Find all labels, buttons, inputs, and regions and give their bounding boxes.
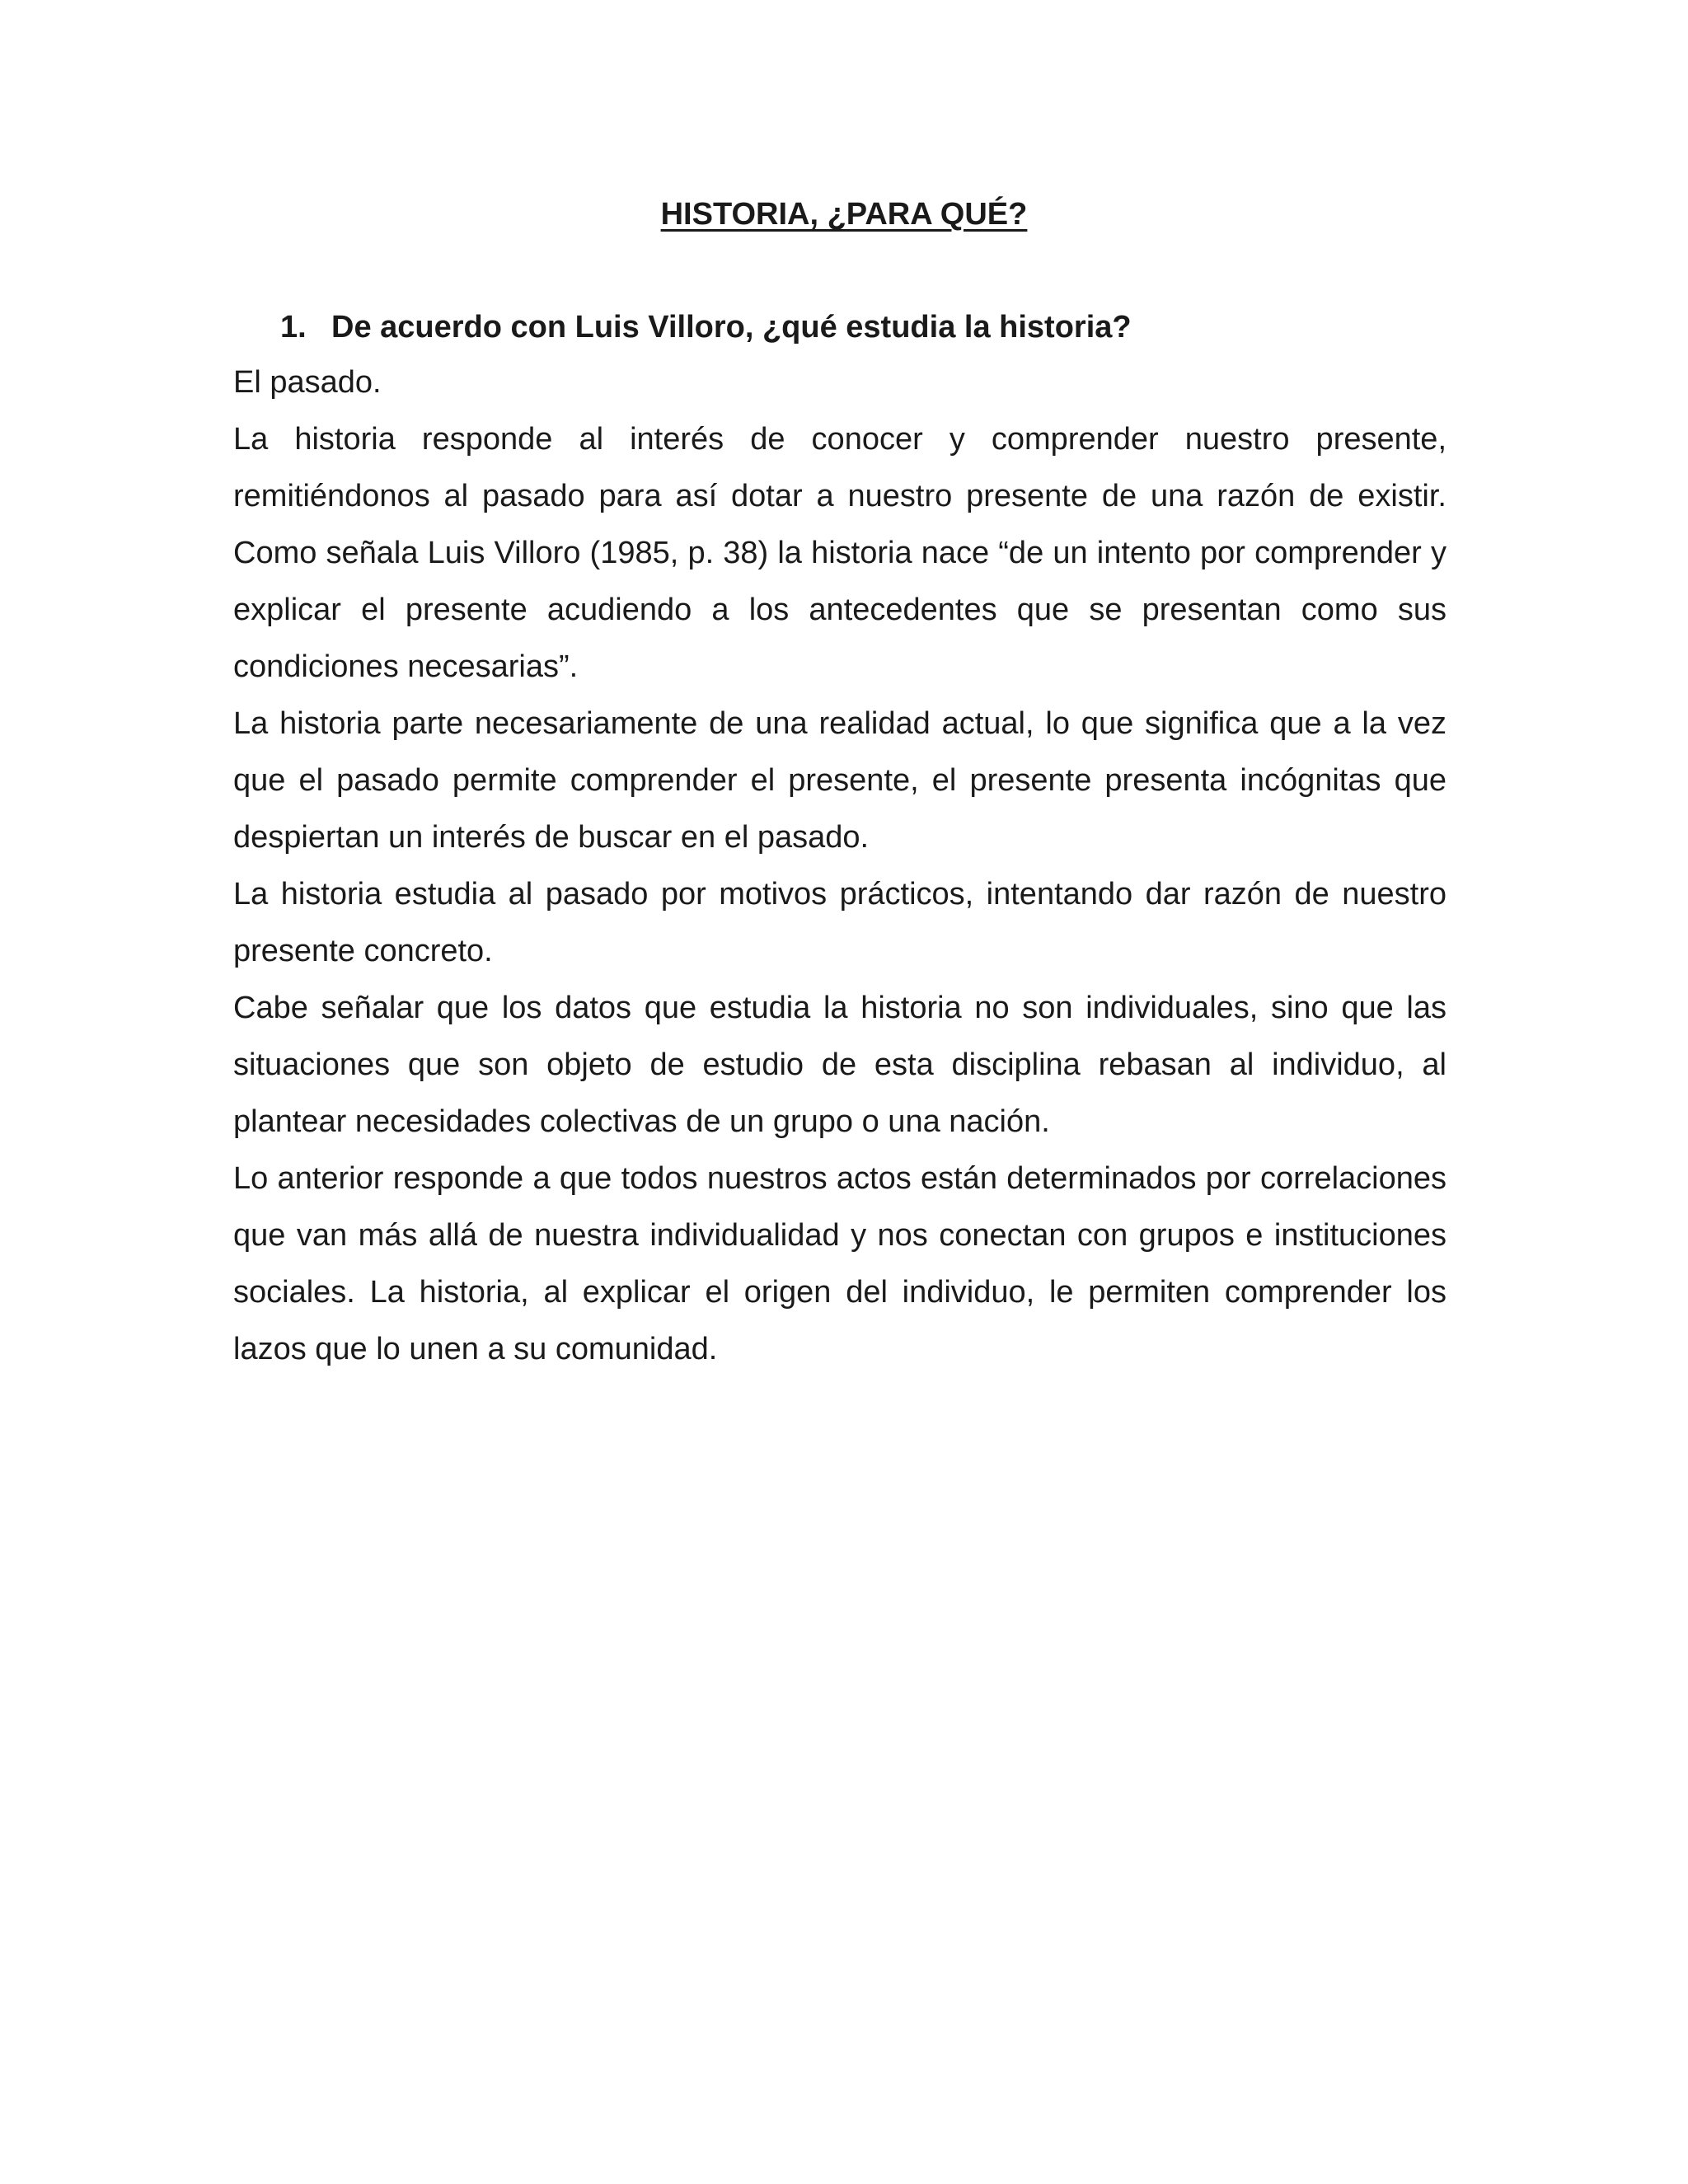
answer-paragraph: La historia estudia al pasado por motivos prácticos, intentando dar razón de nuestro presente concreto. bbox=[233, 877, 1447, 968]
question-heading bbox=[280, 304, 1459, 350]
answer-paragraph: Lo anterior responde a que todos nuestros actos están determinados por correlaciones que van más allá de nuestra individualidad y nos conectan con grupos e instituciones sociales. La historia, al explicar el origen del individuo, le permiten comprender los lazos que lo unen a su comunidad. bbox=[233, 1161, 1447, 1366]
answer-paragraph: El pasado. bbox=[233, 365, 382, 400]
answer-paragraph: Cabe señalar que los datos que estudia la historia no son individuales, sino que las situaciones que son objeto de estudio de esta disciplina rebasan al individuo, al plantear necesidades colectivas de un grupo o una nación. bbox=[233, 991, 1447, 1139]
answer-paragraph: La historia responde al interés de conocer y comprender nuestro presente, remitiéndonos al pasado para así dotar a nuestro presente de una razón de existir. Como señala Luis Villoro (1985, p. 38) la historia nace “de un intento por comprender y explicar el presente acudiendo a los antecedentes que se presentan como sus condiciones necesarias”. bbox=[233, 422, 1447, 684]
document-body bbox=[233, 354, 1447, 1378]
question-number: 1. bbox=[280, 310, 307, 344]
document-title: HISTORIA, ¿PARA QUÉ? bbox=[660, 197, 1028, 232]
question-text: De acuerdo con Luis Villoro, ¿qué estudia la historia? bbox=[331, 310, 1132, 344]
answer-paragraph: La historia parte necesariamente de una realidad actual, lo que significa que a la vez que el pasado permite comprender el presente, el presente presenta incógnitas que despiertan un interés de buscar en el pasado. bbox=[233, 706, 1447, 855]
